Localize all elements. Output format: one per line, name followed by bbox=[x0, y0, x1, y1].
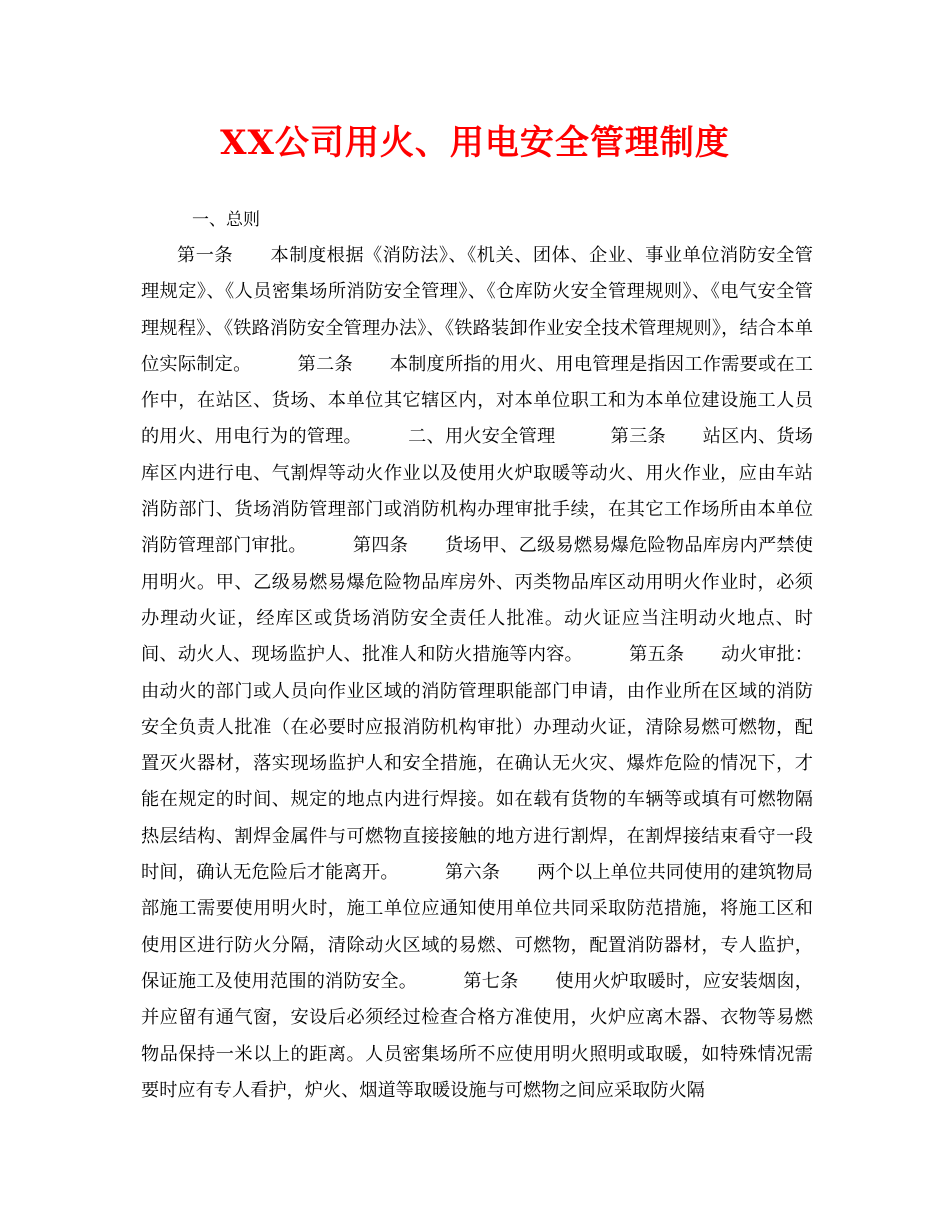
document-title: XX公司用火、用电安全管理制度 bbox=[220, 123, 730, 163]
section-heading-general: 一、总则 bbox=[192, 210, 260, 230]
body-paragraph: 第一条 本制度根据《消防法》、《机关、团体、企业、事业单位消防安全管理规定》、《人员密集场所消防安全管理》、《仓库防火安全管理规则》、《电气安全管理规程》、《铁路消防安全管理办法》、《铁路装卸作业安全技术管理规则》，结合本单位实际制定。 第二条 本制度所指的用火、用电管理是指因工作需要或在工作中，在站区、货场、本单位其它辖区内，对本单位职工和为本单位建设施工人员的用火、用电行为的管理。 二、用火安全管理 第三条 站区内、货场库区内进行电、气割焊等动火作业以及使用火炉取暖等动火、用火作业，应由车站消防部门、货场消防管理部门或消防机构办理审批手续，在其它工作场所由本单位消防管理部门审批。 第四条 货场甲、乙级易燃易爆危险物品库房内严禁使用明火。甲、乙级易燃易爆危险物品库房外、丙类物品库区动用明火作业时，必须办理动火证，经库区或货场消防安全责任人批准。动火证应当注明动火地点、时间、动火人、现场监护人、批准人和防火措施等内容。 第五条 动火审批：由动火的部门或人员向作业区域的消防管理职能部门申请，由作业所在区域的消防安全负责人批准（在必要时应报消防机构审批）办理动火证，清除易燃可燃物，配置灭火器材，落实现场监护人和安全措施，在确认无火灾、爆炸危险的情况下，才能在规定的时间、规定的地点内进行焊接。如在载有货物的车辆等或填有可燃物隔热层结构、割焊金属件与可燃物直接接触的地方进行割焊，在割焊接结束看守一段时间，确认无危险后才能离开。 第六条 两个以上单位共同使用的建筑物局部施工需要使用明火时，施工单位应通知使用单位共同采取防范措施，将施工区和使用区进行防火分隔，清除动火区域的易燃、可燃物，配置消防器材，专人监护，保证施工及使用范围的消防安全。 第七条 使用火炉取暖时，应安装烟囱，并应留有通气窗，安设后必须经过检查合格方准使用，火炉应离木器、衣物等易燃物品保持一米以上的距离。人员密集场所不应使用明火照明或取暖，如特殊情况需要时应有专人看护，炉火、烟道等取暖设施与可燃物之间应采取防火隔 bbox=[141, 245, 813, 1101]
